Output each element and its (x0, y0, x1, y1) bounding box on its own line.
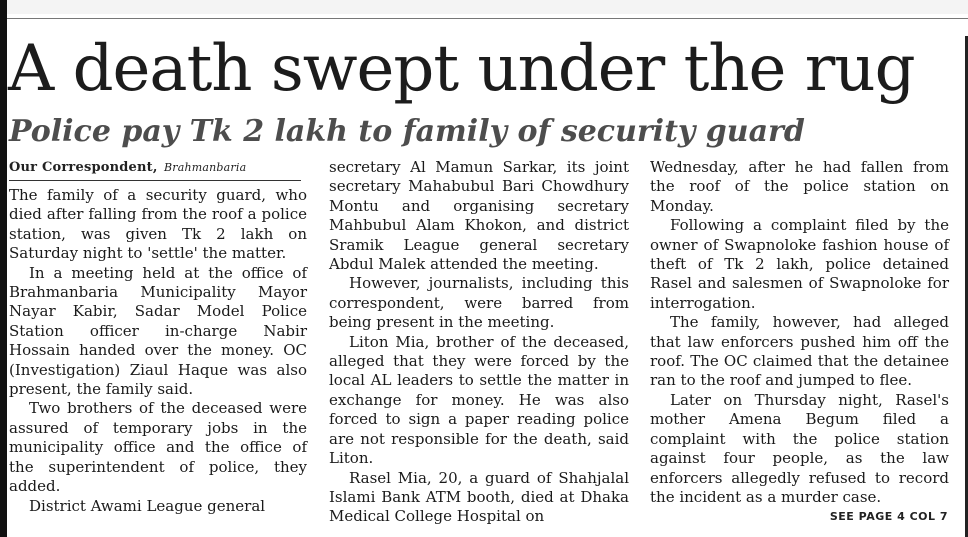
paragraph: Following a complaint filed by the owner of Swapnoloke fashion house of theft of Tk 2 lakh, police detained Rasel and salesmen of Swapnoloke for interrogation. (650, 216, 949, 312)
paragraph-continued: secretary Al Mamun Sarkar, its joint secretary Mahabubul Bari Chowdhury Montu and organising secretary Mahbubul Alam Khokon, and district Sramik League general secretary Abdul Malek attended the meeting. (329, 158, 629, 274)
paragraph: Rasel Mia, 20, a guard of Shahjalal Islami Bank ATM booth, died at Dhaka Medical College Hospital on (329, 468, 629, 526)
article-column-2 (329, 158, 629, 527)
subheadline: Police pay Tk 2 lakh to family of security guard (9, 114, 805, 149)
paragraph: However, journalists, including this correspondent, were barred from being present in the meeting. (329, 274, 629, 332)
continuation-jump-line[interactable]: SEE PAGE 4 COL 7 (829, 510, 948, 523)
paragraph: In a meeting held at the office of Brahmanbaria Municipality Mayor Nayar Kabir, Sadar Model Police Station officer in-charge Nabir Hossain handed over the money. OC (Investigation) Ziaul Haque was also present, the family said. (9, 263, 307, 399)
paragraph: The family, however, had alleged that law enforcers pushed him off the roof. The OC claimed that the detainee ran to the roof and jumped to flee. (650, 313, 949, 390)
byline-location: Brahmanbaria (163, 161, 247, 174)
paragraph: Liton Mia, brother of the deceased, alleged that they were forced by the local AL leaders to settle the matter in exchange for money. He was also forced to sign a paper reading police are not responsible for the death, said Liton. (329, 332, 629, 468)
byline (9, 158, 301, 181)
paragraph-continued: Wednesday, after he had fallen from the roof of the police station on Monday. (650, 158, 949, 215)
article-column-3 (650, 158, 949, 507)
byline-name: Our Correspondent, (9, 160, 158, 175)
article-column-1 (9, 158, 307, 516)
paragraph: District Awami League general (29, 496, 266, 515)
paragraph: Later on Thursday night, Rasel's mother Amena Begum filed a complaint with the police station against four people, as the law enforcers allegedly refused to record the incident as a murder case. (650, 390, 949, 506)
previous-article-strip (7, 0, 968, 14)
page-edge-left (0, 0, 7, 537)
headline: A death swept under the rug (8, 32, 915, 106)
top-divider (7, 18, 968, 19)
paragraph: Two brothers of the deceased were assured of temporary jobs in the municipality office and the office of the superintendent of police, they added. (9, 399, 307, 496)
paragraph: The family of a security guard, who died after falling from the roof a police station, was given Tk 2 lakh on Saturday night to 'settle' the matter. (9, 186, 307, 263)
